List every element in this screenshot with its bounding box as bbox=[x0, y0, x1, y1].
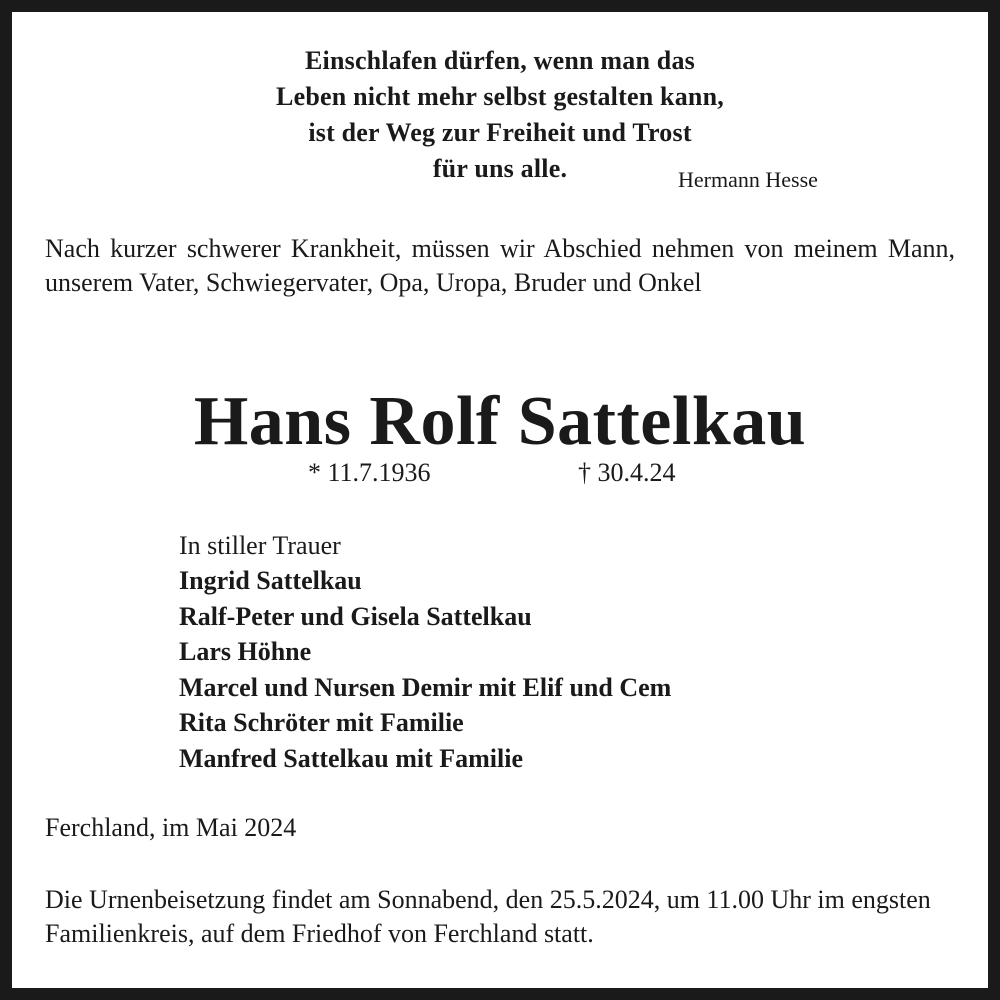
birth-date: * 11.7.1936 bbox=[308, 458, 431, 487]
mourner-name: Rita Schröter mit Familie bbox=[179, 708, 464, 737]
death-date: † 30.4.24 bbox=[578, 458, 676, 487]
place-date: Ferchland, im Mai 2024 bbox=[45, 813, 297, 842]
quote-line: Leben nicht mehr selbst gestalten kann, bbox=[276, 82, 724, 111]
mourner-name: Ralf-Peter und Gisela Sattelkau bbox=[179, 601, 532, 631]
funeral-notice: Die Urnenbeisetzung findet am Sonnabend, den 25.5.2024, um 11.00 Uhr im engsten Familienkreis, auf dem Friedhof von Ferchland statt. bbox=[45, 885, 931, 948]
quote-line: ist der Weg zur Freiheit und Trost bbox=[308, 118, 692, 147]
intro-text: Nach kurzer schwerer Krankheit, müssen wir Abschied nehmen von meinem Mann, unserem Vater, Schwiegervater, Opa, Uropa, Bruder und Onkel bbox=[45, 234, 955, 297]
mourner-name: Ingrid Sattelkau bbox=[179, 566, 362, 595]
quote-line: für uns alle. bbox=[432, 154, 568, 183]
mourners-list bbox=[179, 528, 671, 776]
mourner-name: Lars Höhne bbox=[179, 637, 312, 666]
quote-block bbox=[12, 43, 988, 187]
quote-line: Einschlafen dürfen, wenn man das bbox=[305, 46, 695, 75]
mourner-name: Marcel und Nursen Demir mit Elif und Cem bbox=[179, 672, 672, 702]
quote-author: Hermann Hesse bbox=[678, 167, 818, 192]
deceased-name: Hans Rolf Sattelkau bbox=[193, 383, 807, 460]
mourner-name: Manfred Sattelkau mit Familie bbox=[179, 743, 523, 773]
mourners-intro: In stiller Trauer bbox=[179, 531, 341, 560]
